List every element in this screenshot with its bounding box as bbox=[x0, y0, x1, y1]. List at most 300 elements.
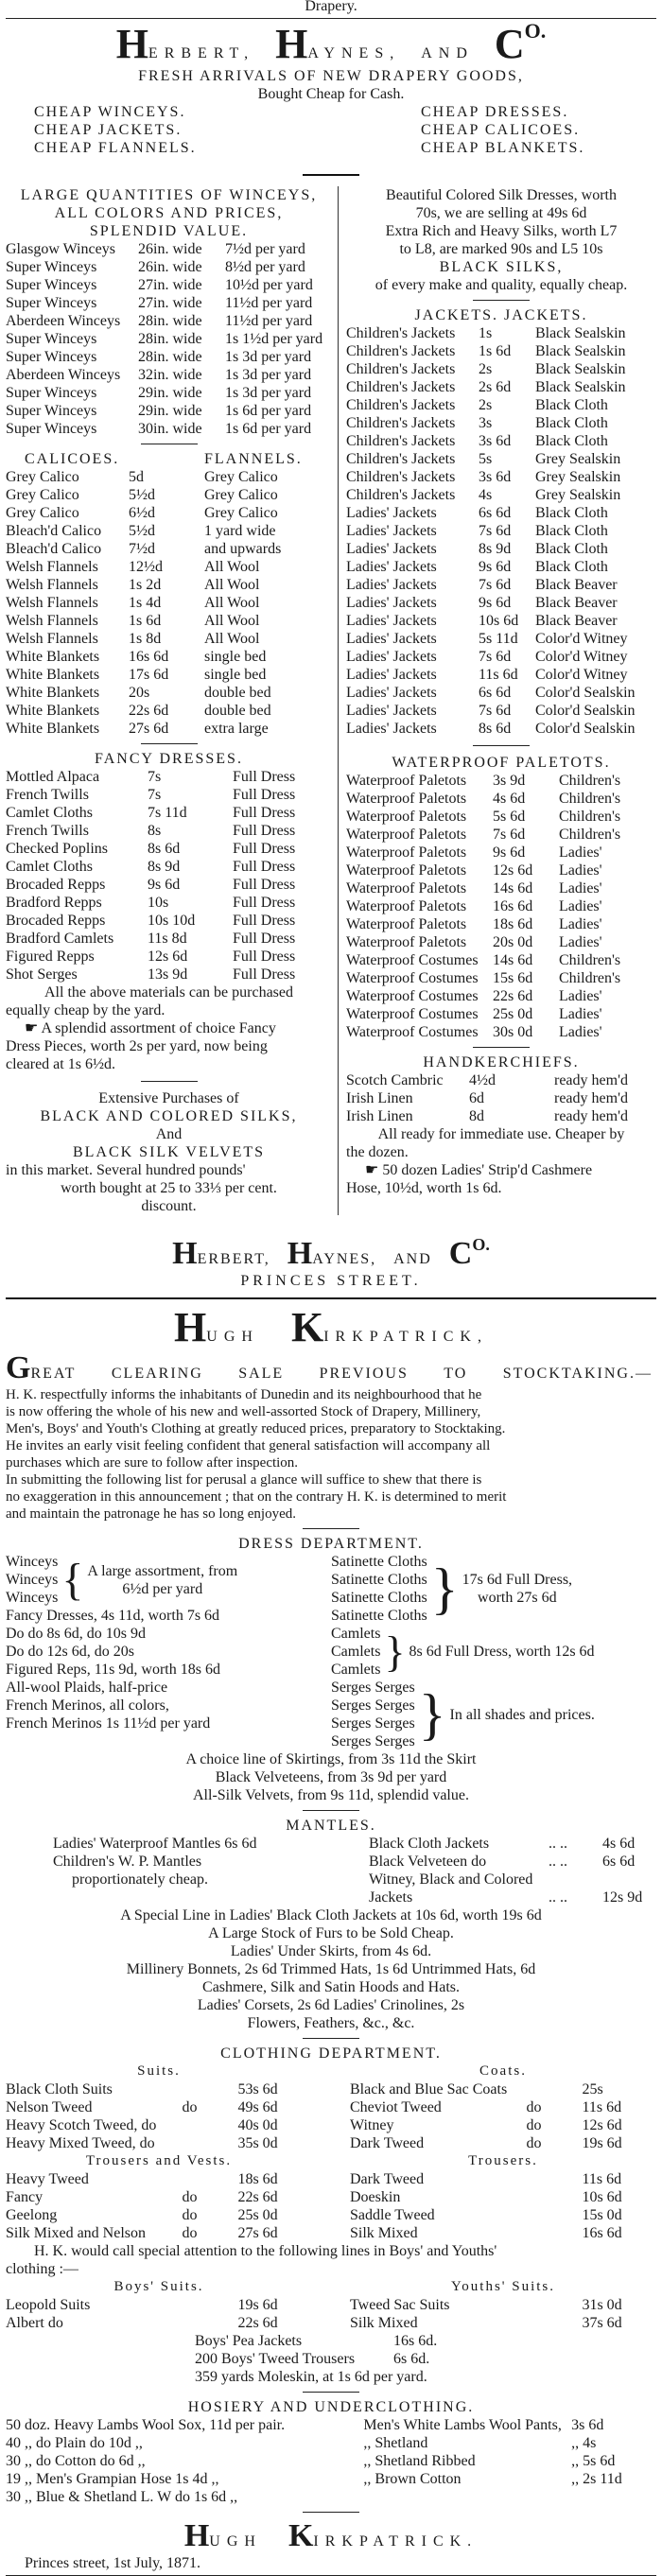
paletot-row bbox=[346, 951, 656, 969]
suit-row-cell bbox=[183, 2134, 238, 2152]
fancy-row-cell: 8s 9d bbox=[148, 859, 181, 875]
fancy-row-cell: Full Dress bbox=[233, 769, 296, 785]
dress-item: Winceys bbox=[6, 1554, 59, 1570]
jacket-row-cell: Black Sealskin bbox=[535, 361, 626, 377]
paletot-row-cell: 16s 6d bbox=[493, 898, 533, 914]
haynes-title bbox=[6, 22, 656, 67]
divider bbox=[303, 1528, 359, 1529]
brace-icon: } bbox=[418, 1683, 446, 1746]
dress-left bbox=[6, 1553, 331, 1750]
wincey-row-cell: 1s 6d per yard bbox=[225, 403, 312, 419]
cheap-item: CHEAP CALICOES. bbox=[421, 122, 581, 138]
suits-heading: Suits. bbox=[137, 2063, 181, 2079]
paletot-row-cell: Waterproof Costumes bbox=[346, 1006, 479, 1022]
jacket-row-cell: Children's Jackets bbox=[346, 433, 456, 449]
paletot-row-cell: Waterproof Costumes bbox=[346, 988, 479, 1004]
trousers-vests-row-cell: do bbox=[182, 2207, 198, 2223]
lead-word: PREVIOUS bbox=[319, 1366, 409, 1382]
paletot-row-cell: 14s 6d bbox=[493, 952, 533, 968]
paletots-heading: WATERPROOF PALETOTS. bbox=[392, 755, 611, 771]
youths-heading: Youths' Suits. bbox=[450, 2279, 556, 2294]
calico-row-cell: White Blankets bbox=[6, 721, 100, 737]
paletot-row-cell: Ladies' bbox=[559, 1006, 602, 1022]
dress-foot: Black Velveteens, from 3s 9d per yard bbox=[215, 1769, 447, 1785]
hosiery-right-row bbox=[363, 2416, 656, 2434]
wincey-row-cell: 26in. wide bbox=[138, 241, 202, 257]
paletot-row bbox=[346, 1005, 656, 1023]
sign-word: AYNES, bbox=[312, 1251, 377, 1267]
cheap-item: CHEAP JACKETS. bbox=[34, 122, 183, 138]
title-initial: K bbox=[290, 1305, 324, 1350]
kirk-lead bbox=[6, 1350, 656, 1386]
coat-row-cell: do bbox=[526, 2117, 542, 2133]
calico-row-cell: All Wool bbox=[204, 631, 260, 647]
paletot-row-cell: Ladies' bbox=[559, 988, 602, 1004]
paletot-row bbox=[346, 808, 656, 826]
trousers-vests-row-cell: 27s 6d bbox=[237, 2225, 278, 2241]
fancy-row-cell: Camlet Cloths bbox=[6, 805, 93, 821]
paletot-row-cell: Ladies' bbox=[559, 916, 602, 932]
paletot-row bbox=[346, 862, 656, 879]
jacket-row-cell: Black Beaver bbox=[535, 577, 618, 593]
dress-item: 8s 6d Full Dress, worth 12s 6d bbox=[409, 1644, 595, 1660]
paletot-row bbox=[346, 790, 656, 808]
paletot-row-cell: 9s 6d bbox=[493, 844, 526, 861]
wincey-row-cell: Super Winceys bbox=[6, 421, 97, 437]
wincey-row-cell: Aberdeen Winceys bbox=[6, 367, 121, 383]
suit-row-cell: Heavy Mixed Tweed, do bbox=[6, 2135, 155, 2151]
wincey-row-cell: 11½d per yard bbox=[225, 313, 313, 329]
fancy-row-cell: Full Dress bbox=[233, 949, 296, 965]
mantle-note: Cashmere, Silk and Satin Hoods and Hats. bbox=[202, 1979, 460, 1995]
hk-row-cell: Irish Linen bbox=[346, 1108, 413, 1124]
calico-row-cell: 17s 6d bbox=[129, 667, 169, 683]
paletot-row-cell: Ladies' bbox=[559, 934, 602, 950]
winceys-heading: ALL COLORS AND PRICES, bbox=[54, 205, 284, 221]
hosiery-right-row-cell: ,, Brown Cotton bbox=[363, 2471, 462, 2487]
boys-list bbox=[6, 2296, 312, 2332]
coat-row-cell: 12s 6d bbox=[582, 2117, 622, 2133]
trousers-row bbox=[350, 2206, 656, 2224]
clothing-foot-item: Boys' Pea Jackets bbox=[195, 2333, 303, 2349]
paletot-row-cell: Waterproof Paletots bbox=[346, 862, 467, 879]
hk-row-cell: 6d bbox=[469, 1090, 484, 1106]
mantle-row-cell: .. .. bbox=[549, 1889, 567, 1906]
flannels-heading: FLANNELS. bbox=[204, 451, 303, 467]
trousers-row-cell: 16s 6d bbox=[582, 2225, 622, 2241]
jacket-row-cell: 6s 6d bbox=[479, 685, 512, 701]
silks-line: 70s, we are selling at 49s 6d bbox=[415, 205, 587, 221]
trousers-row bbox=[350, 2188, 656, 2206]
trousers-vests-row bbox=[6, 2206, 312, 2224]
jacket-row-cell: Black Cloth bbox=[535, 433, 608, 449]
wincey-row-cell: Super Winceys bbox=[6, 259, 97, 275]
jacket-row-cell: 3s 6d bbox=[479, 433, 512, 449]
fancy-row-cell: 11s 8d bbox=[148, 931, 187, 947]
fancy-row-cell: French Twills bbox=[6, 823, 89, 839]
trousers-row-cell bbox=[527, 2188, 583, 2206]
calico-row-cell: Grey Calico bbox=[204, 469, 278, 485]
trousers-list bbox=[350, 2170, 656, 2242]
jacket-row bbox=[346, 576, 656, 594]
jacket-row-cell: Color'd Witney bbox=[535, 631, 628, 647]
fancy-row-cell: Shot Serges bbox=[6, 966, 78, 983]
dress-item: Winceys bbox=[6, 1572, 59, 1588]
dress-item: Serges Serges bbox=[331, 1733, 415, 1749]
wincey-row-cell: 27in. wide bbox=[138, 277, 202, 293]
jacket-row bbox=[346, 360, 656, 378]
jacket-row-cell: Children's Jackets bbox=[346, 343, 456, 359]
wincey-row-cell: Super Winceys bbox=[6, 295, 97, 311]
wincey-row-cell: Glasgow Winceys bbox=[6, 241, 115, 257]
jacket-row-cell: 2s bbox=[479, 397, 493, 413]
calico-row bbox=[6, 522, 332, 540]
wincey-row bbox=[6, 330, 332, 348]
suit-row-cell bbox=[183, 2080, 238, 2098]
brace-icon: } bbox=[384, 1627, 406, 1676]
jacket-row bbox=[346, 630, 656, 648]
dress-item: Satinette Cloths bbox=[331, 1554, 427, 1570]
jacket-row-cell: Ladies' Jackets bbox=[346, 577, 437, 593]
cheap-list bbox=[6, 103, 656, 157]
dress-item: Fancy Dresses, 4s 11d, worth 7s 6d bbox=[6, 1608, 220, 1624]
paletot-row bbox=[346, 987, 656, 1005]
calico-row-cell: White Blankets bbox=[6, 685, 100, 701]
title-word: AYNES, bbox=[307, 45, 401, 61]
trousers-vests-row-cell: 25s 0d bbox=[237, 2207, 278, 2223]
jacket-row-cell: 3s 6d bbox=[479, 469, 512, 485]
suit-row-cell: 35s 0d bbox=[237, 2135, 278, 2151]
calico-row bbox=[6, 540, 332, 558]
calico-row-cell: Welsh Flannels bbox=[6, 613, 98, 629]
wincey-row-cell: Super Winceys bbox=[6, 277, 97, 293]
paletot-row bbox=[346, 826, 656, 844]
mantle-row-cell: Jackets bbox=[369, 1889, 413, 1906]
dress-item: A large assortment, from bbox=[87, 1562, 238, 1579]
clothing-note: clothing :— bbox=[6, 2261, 78, 2277]
paletot-row-cell: 12s 6d bbox=[493, 862, 533, 879]
wincey-row-cell: Super Winceys bbox=[6, 403, 97, 419]
calico-row-cell: Welsh Flannels bbox=[6, 577, 98, 593]
calico-row-cell: Welsh Flannels bbox=[6, 631, 98, 647]
wincey-row-cell: 10½d per yard bbox=[225, 277, 313, 293]
boys-row-cell: Albert do bbox=[6, 2315, 63, 2331]
paletot-row-cell: Ladies' bbox=[559, 898, 602, 914]
hosiery-item: 50 doz. Heavy Lambs Wool Sox, 11d per pair. bbox=[6, 2417, 286, 2433]
coat-row-cell: Dark Tweed bbox=[350, 2135, 425, 2151]
suit-row-cell bbox=[183, 2116, 238, 2134]
trousers-heading: Trousers. bbox=[468, 2153, 538, 2168]
paletot-row-cell: Ladies' bbox=[559, 844, 602, 861]
calico-row-cell: Grey Calico bbox=[204, 505, 278, 521]
fancy-row-cell: 7s bbox=[148, 769, 162, 785]
newspaper-page bbox=[6, 0, 656, 2571]
fancy-row-cell: Brocaded Repps bbox=[6, 913, 106, 929]
kirk-signature bbox=[6, 2518, 656, 2554]
hosiery-right-row-cell: ,, 2s 11d bbox=[571, 2471, 622, 2487]
clothing-foot-price: 16s 6d. bbox=[393, 2333, 438, 2349]
fancy-row-cell: Full Dress bbox=[233, 823, 296, 839]
clothing-note: H. K. would call special attention to the following lines in Boys' and Youths' bbox=[34, 2243, 497, 2259]
paletot-row-cell: 22s 6d bbox=[493, 988, 533, 1004]
trousers-row-cell: Silk Mixed bbox=[350, 2225, 418, 2241]
sign-word: AND bbox=[393, 1251, 432, 1267]
mantle-row-cell: .. .. bbox=[549, 1836, 567, 1852]
wincey-row-cell: Super Winceys bbox=[6, 331, 97, 347]
jacket-row-cell: 1s bbox=[479, 325, 493, 341]
trousers-vests-row-cell bbox=[183, 2170, 238, 2188]
hosiery-item: 40 ,, do Plain do 10d ,, bbox=[6, 2435, 143, 2451]
hk-row-cell: 4½d bbox=[469, 1072, 496, 1088]
boys-youths-block bbox=[6, 2278, 656, 2332]
dress-item: Figured Reps, 11s 9d, worth 18s 6d bbox=[6, 1662, 220, 1678]
calico-row bbox=[6, 720, 332, 738]
fancy-note: cleared at 1s 6½d. bbox=[6, 1056, 115, 1072]
dress-heading: DRESS DEPARTMENT. bbox=[238, 1536, 424, 1552]
mantle-row-cell: Black Velveteen do bbox=[369, 1854, 487, 1870]
coat-row bbox=[350, 2098, 656, 2116]
jacket-row-cell: Black Cloth bbox=[535, 523, 608, 539]
hosiery-block bbox=[6, 2416, 656, 2506]
calico-row bbox=[6, 648, 332, 666]
jacket-row-cell: Black Cloth bbox=[535, 505, 608, 521]
silks-note: BLACK SILK VELVETS bbox=[72, 1144, 266, 1160]
paletot-row-cell: Children's bbox=[559, 970, 621, 986]
fancy-row-cell: Bradford Camlets bbox=[6, 931, 114, 947]
trousers-vests-row-cell: do bbox=[182, 2225, 198, 2241]
paragraph-line: H. K. respectfully informs the inhabitants of Dunedin and its neighbourhood that he bbox=[6, 1387, 482, 1402]
jacket-row-cell: 7s 6d bbox=[479, 577, 512, 593]
jacket-row bbox=[346, 486, 656, 504]
sign-initial: H bbox=[183, 2518, 210, 2553]
cheap-item: CHEAP DRESSES. bbox=[421, 104, 569, 120]
title-word: ERBERT, bbox=[148, 45, 255, 61]
calico-row bbox=[6, 594, 332, 612]
coat-row-cell: 19s 6d bbox=[582, 2135, 622, 2151]
calico-row-cell: single bed bbox=[204, 667, 267, 683]
hosiery-right-row-cell: ,, Shetland Ribbed bbox=[363, 2453, 476, 2469]
divider bbox=[473, 745, 530, 746]
jacket-row bbox=[346, 684, 656, 702]
fancy-row-cell: Full Dress bbox=[233, 787, 296, 803]
jacket-row bbox=[346, 522, 656, 540]
street-line: PRINCES STREET. bbox=[240, 1273, 422, 1289]
paletot-row-cell: Waterproof Costumes bbox=[346, 952, 479, 968]
fancy-row-cell: Checked Poplins bbox=[6, 841, 108, 857]
calico-row-cell: Welsh Flannels bbox=[6, 595, 98, 611]
jacket-row-cell: Ladies' Jackets bbox=[346, 595, 437, 611]
dress-item: Camlets bbox=[331, 1644, 381, 1660]
wincey-row-cell: 8½d per yard bbox=[225, 259, 305, 275]
jacket-row-cell: 5s bbox=[479, 451, 493, 467]
fancy-row-cell: Brocaded Repps bbox=[6, 877, 106, 893]
dress-item: Satinette Cloths bbox=[331, 1608, 427, 1624]
paletot-row-cell: 30s 0d bbox=[493, 1024, 533, 1040]
calico-row-cell: single bed bbox=[204, 649, 267, 665]
paletot-row-cell: Waterproof Paletots bbox=[346, 934, 467, 950]
trousers-vests-row bbox=[6, 2170, 312, 2188]
mantle-note: Millinery Bonnets, 2s 6d Trimmed Hats, 1s 6d Untrimmed Hats, 6d bbox=[126, 1961, 536, 1977]
sign-initial: C bbox=[448, 1236, 473, 1271]
hk-row bbox=[346, 1089, 656, 1107]
youths-row-cell: Silk Mixed bbox=[350, 2315, 418, 2331]
hosiery-right-row-cell: 3s 6d bbox=[571, 2417, 604, 2433]
mantle-note: Flowers, Feathers, &c., &c. bbox=[247, 2015, 415, 2031]
calico-row-cell: Grey Calico bbox=[6, 469, 79, 485]
jacket-row-cell: 11s 6d bbox=[479, 667, 518, 683]
lead-word: SALE bbox=[238, 1366, 285, 1382]
dress-item: Serges Serges bbox=[331, 1680, 415, 1696]
calico-row-cell: double bed bbox=[204, 685, 271, 701]
mantle-item: proportionately cheap. bbox=[72, 1871, 208, 1888]
divider bbox=[473, 300, 530, 301]
dress-foot: All-Silk Velvets, from 9s 11d, splendid value. bbox=[193, 1787, 469, 1803]
fancy-row-cell: Full Dress bbox=[233, 805, 296, 821]
boys-row-cell: 22s 6d bbox=[237, 2315, 278, 2331]
calico-row-cell: 1s 8d bbox=[129, 631, 162, 647]
mantle-row-cell: 6s 6d bbox=[602, 1854, 636, 1870]
jacket-row-cell: 2s 6d bbox=[479, 379, 512, 395]
fancy-list bbox=[6, 768, 332, 983]
brace-icon: } bbox=[430, 1558, 459, 1620]
paragraph-line: is now offering the whole of his new and well-assorted Stock of Drapery, Millinery, bbox=[6, 1404, 481, 1419]
paragraph-line: Men's, Boys' and Youth's Clothing at greatly reduced prices, preparatory to Stocktaking. bbox=[6, 1421, 506, 1436]
hosiery-right-row-cell: ,, 4s bbox=[571, 2435, 597, 2451]
title-initial: H bbox=[275, 22, 308, 67]
calico-row-cell: Bleach'd Calico bbox=[6, 523, 102, 539]
trousers-row-cell bbox=[527, 2206, 583, 2224]
suit-row-cell: do bbox=[182, 2099, 198, 2115]
hk-row-cell: Irish Linen bbox=[346, 1090, 413, 1106]
wincey-row-cell: 1s 6d per yard bbox=[225, 421, 312, 437]
coat-row-cell: 25s bbox=[582, 2081, 603, 2097]
mantle-row-cell: .. .. bbox=[549, 1854, 567, 1870]
sign-word: ERBERT, bbox=[197, 1251, 270, 1267]
silks-line: Extra Rich and Heavy Silks, worth L7 bbox=[385, 223, 618, 239]
jacket-row bbox=[346, 594, 656, 612]
paletot-row-cell: Waterproof Paletots bbox=[346, 844, 467, 861]
jacket-row-cell: Black Beaver bbox=[535, 595, 618, 611]
trousers-row-cell bbox=[527, 2170, 583, 2188]
coat-row bbox=[350, 2080, 656, 2098]
calico-row-cell: 5½d bbox=[129, 487, 155, 503]
fancy-row bbox=[6, 948, 332, 966]
fancy-row-cell: 13s 9d bbox=[148, 966, 188, 983]
cheap-item: CHEAP BLANKETS. bbox=[421, 140, 585, 156]
mantle-item: Ladies' Waterproof Mantles 6s 6d bbox=[53, 1836, 257, 1852]
calico-row-cell: extra large bbox=[204, 721, 269, 737]
jackets-heading: JACKETS. JACKETS. bbox=[414, 307, 588, 323]
jackets-list bbox=[346, 324, 656, 738]
calico-row-cell: 27s 6d bbox=[129, 721, 169, 737]
paragraph-line: He invites an early visit feeling confident that general satisfaction will accompany all bbox=[6, 1438, 491, 1453]
fancy-row bbox=[6, 966, 332, 983]
jacket-row-cell: 1s 6d bbox=[479, 343, 512, 359]
paletot-row-cell: Waterproof Paletots bbox=[346, 791, 467, 807]
title-word: AND bbox=[421, 45, 474, 61]
hk-row bbox=[346, 1107, 656, 1125]
paletot-row-cell: Waterproof Paletots bbox=[346, 809, 467, 825]
trousers-vests-row-cell: Silk Mixed and Nelson bbox=[6, 2225, 146, 2241]
jacket-row-cell: Black Cloth bbox=[535, 397, 608, 413]
calico-row bbox=[6, 486, 332, 504]
winceys-list bbox=[6, 240, 332, 438]
kirk-paragraph bbox=[6, 1386, 656, 1523]
divider bbox=[303, 2392, 359, 2393]
wincey-row bbox=[6, 276, 332, 294]
calico-row bbox=[6, 630, 332, 648]
coat-row-cell bbox=[527, 2080, 583, 2098]
fancy-row-cell: French Twills bbox=[6, 787, 89, 803]
paletot-row-cell: Children's bbox=[559, 827, 621, 843]
calicoes-heading: CALICOES. bbox=[25, 451, 120, 467]
paletot-row-cell: 20s 0d bbox=[493, 934, 533, 950]
hk-row-cell: ready hem'd bbox=[554, 1108, 628, 1124]
coat-row-cell: Cheviot Tweed bbox=[350, 2099, 442, 2115]
jacket-row bbox=[346, 324, 656, 342]
paletot-row-cell: Waterproof Costumes bbox=[346, 1024, 479, 1040]
fancy-row-cell: Full Dress bbox=[233, 931, 296, 947]
fancy-row bbox=[6, 786, 332, 804]
jacket-row-cell: 9s 6d bbox=[479, 559, 512, 575]
hosiery-right-row bbox=[363, 2470, 656, 2488]
boys-row bbox=[6, 2314, 312, 2332]
paletot-row-cell: 3s 9d bbox=[493, 773, 526, 789]
divider bbox=[141, 1081, 198, 1082]
clothing-foot-price: 6s 6d. bbox=[393, 2351, 430, 2367]
boys-row-cell bbox=[183, 2314, 238, 2332]
trousers-row-cell: Dark Tweed bbox=[350, 2171, 425, 2187]
coats-list bbox=[350, 2080, 656, 2152]
boys-row-cell: Leopold Suits bbox=[6, 2297, 91, 2313]
coat-row-cell: do bbox=[526, 2099, 542, 2115]
hosiery-left bbox=[6, 2416, 363, 2506]
dress-item: Do do 8s 6d, do 10s 9d bbox=[6, 1626, 147, 1642]
jacket-row-cell: Ladies' Jackets bbox=[346, 505, 437, 521]
title-word: IRKPATRICK, bbox=[323, 1329, 488, 1345]
winceys-heading: LARGE QUANTITIES OF WINCEYS, bbox=[20, 187, 318, 203]
hk-note: the dozen. bbox=[346, 1144, 409, 1160]
hk-note: Hose, 10½d, worth 1s 6d. bbox=[346, 1180, 502, 1196]
wincey-row-cell: 27in. wide bbox=[138, 295, 202, 311]
coat-row-cell: Black and Blue Sac Coats bbox=[350, 2081, 508, 2097]
silks-note: BLACK AND COLORED SILKS, bbox=[40, 1108, 298, 1124]
jacket-row-cell: Children's Jackets bbox=[346, 325, 456, 341]
calico-row-cell: Welsh Flannels bbox=[6, 559, 98, 575]
wincey-row-cell: 28in. wide bbox=[138, 313, 202, 329]
calico-row bbox=[6, 504, 332, 522]
jacket-row bbox=[346, 558, 656, 576]
serges-block bbox=[331, 1679, 656, 1750]
calico-row-cell: 22s 6d bbox=[129, 703, 169, 719]
trousers-vests-list bbox=[6, 2170, 312, 2242]
calico-row-cell: Bleach'd Calico bbox=[6, 541, 102, 557]
sign-word: UGH bbox=[209, 2533, 262, 2550]
fancy-row-cell: 10s 10d bbox=[148, 913, 196, 929]
silks-line: of every make and quality, equally cheap. bbox=[375, 277, 628, 293]
jacket-row bbox=[346, 468, 656, 486]
paletot-row-cell: 18s 6d bbox=[493, 916, 533, 932]
calico-row-cell: 12½d bbox=[129, 559, 163, 575]
clothing-block bbox=[6, 2063, 656, 2242]
jacket-row-cell: 5s 11d bbox=[479, 631, 518, 647]
jacket-row-cell: Color'd Witney bbox=[535, 649, 628, 665]
dress-item: worth 27s 6d bbox=[478, 1590, 557, 1606]
boys-heading: Boys' Suits. bbox=[113, 2279, 204, 2294]
brace-icon: { bbox=[61, 1554, 84, 1605]
wincey-row-cell: 1s 3d per yard bbox=[225, 367, 312, 383]
suit-row-cell: 40s 0d bbox=[237, 2117, 278, 2133]
